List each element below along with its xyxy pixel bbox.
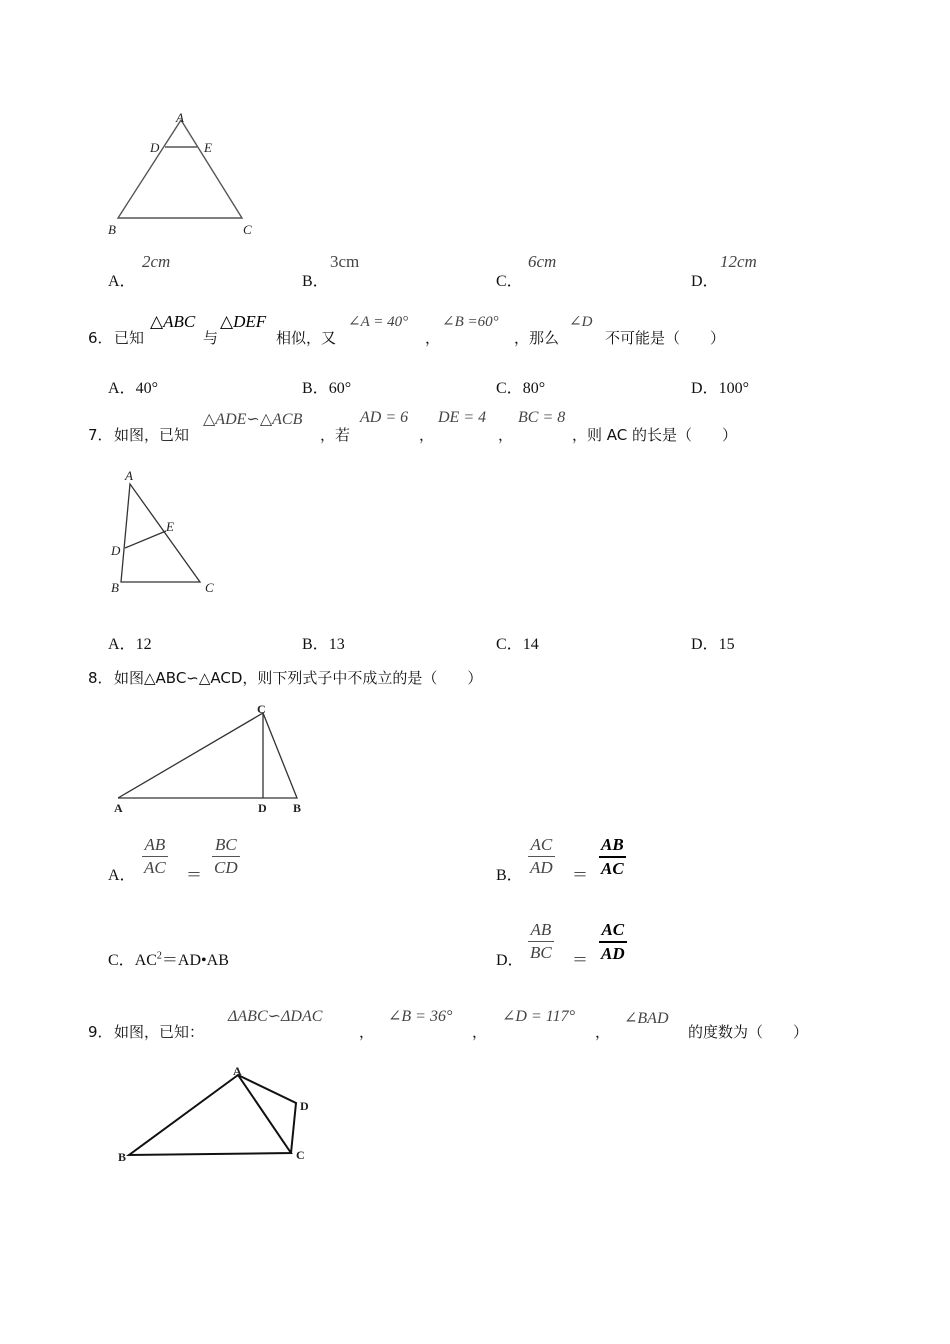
fig5-label-d: D xyxy=(150,140,160,155)
q5-option-a-value: 2cm xyxy=(142,252,171,271)
q8-option-b-num-2: AB xyxy=(601,835,624,854)
q8-option-a-equals: ＝ xyxy=(186,867,203,884)
q7-number: 7． xyxy=(88,426,113,444)
q6-option-b-value: 60° xyxy=(328,380,352,397)
q8-option-d-num-2: AC xyxy=(601,920,625,939)
q8-option-a-num-2: BC xyxy=(214,835,237,854)
q6-math-angle-d: ∠D xyxy=(569,314,593,330)
q8-option-c-rest: ＝AD•AB xyxy=(161,952,229,969)
figure-q8-triangle xyxy=(105,698,325,818)
q5-option-a-letter: A． xyxy=(108,273,136,290)
q7-option-c-letter: C． xyxy=(496,636,523,653)
q8-option-b-den-1: AD xyxy=(530,858,553,877)
fig5-label-e: E xyxy=(204,140,212,155)
q9-sep-3: ， xyxy=(595,1023,611,1041)
q6-option-b xyxy=(302,375,351,398)
q8-option-d-num-1: AB xyxy=(530,920,552,939)
q9-math-angle-d: ∠D = 117° xyxy=(502,1008,575,1025)
q7-sep-2: ， xyxy=(498,426,514,444)
q8-option-a-fraction-1 xyxy=(142,834,168,879)
q9-sep-1: ， xyxy=(359,1023,375,1041)
q8-option-d-den-1: BC xyxy=(530,943,552,962)
q7-fig-label-d: D xyxy=(111,543,121,558)
q6-math-def: △DEF xyxy=(220,312,267,331)
q6-text-3: 相似，又 xyxy=(276,329,337,347)
q9-sep-2: ， xyxy=(472,1023,488,1041)
q7-fig-label-a: A xyxy=(125,468,133,483)
q8-option-b-fraction-1 xyxy=(528,834,555,879)
q6-option-d-letter: D． xyxy=(691,380,719,397)
q9-fig-label-b: B xyxy=(118,1150,127,1164)
q8-option-b-num-1: AC xyxy=(530,835,553,854)
q6-option-a-value: 40° xyxy=(135,380,158,397)
q7-math-de: DE = 4 xyxy=(438,409,487,426)
q8-option-c-base: AC xyxy=(134,952,157,969)
q7-math-ad: AD = 6 xyxy=(360,409,409,426)
q8-option-b-fraction-2 xyxy=(599,834,626,880)
q7-option-d-value: 15 xyxy=(718,636,735,653)
q5-option-b-value: 3cm xyxy=(330,252,360,271)
q5-option-d-value: 12cm xyxy=(720,252,757,271)
q6-option-a-letter: A． xyxy=(108,380,136,397)
q5-option-c-letter: C． xyxy=(496,273,523,290)
q8-option-c-sup: 2 xyxy=(156,950,162,962)
q7-option-d-letter: D． xyxy=(691,636,719,653)
q6-text-5: 不可能是（ ） xyxy=(605,329,726,347)
q8-option-a-den-2: CD xyxy=(214,858,238,877)
q8-number: 8． xyxy=(88,669,113,687)
q8-option-a-num-1: AB xyxy=(144,835,166,854)
q9-number: 9． xyxy=(88,1023,113,1041)
fig5-label-c: C xyxy=(243,222,252,237)
q9-fig-label-a: A xyxy=(233,1064,242,1078)
q7-fig-label-b: B xyxy=(111,580,119,595)
q7-option-c-value: 14 xyxy=(522,636,539,653)
q7-math-similar: △ADE∽△ACB xyxy=(203,411,303,428)
q8-text: 如图△ABC∽△ACD，则下列式子中不成立的是（ ） xyxy=(114,669,483,687)
q6-option-c-value: 80° xyxy=(522,380,546,397)
q5-option-c-value: 6cm xyxy=(528,252,557,271)
fig5-label-a: A xyxy=(176,110,184,125)
q8-fig-label-b: B xyxy=(293,801,302,815)
q8-option-b-equals: ＝ xyxy=(572,867,589,884)
q5-option-b-letter: B． xyxy=(302,273,329,290)
q6-math-angle-a: ∠A = 40° xyxy=(348,314,409,330)
q6-option-c xyxy=(496,375,545,398)
q6-option-a xyxy=(108,375,158,398)
q7-fig-label-c: C xyxy=(205,580,214,595)
q9-text-1: 如图，已知： xyxy=(114,1023,205,1041)
q6-text-2: 与 xyxy=(203,329,219,347)
q8-fig-label-a: A xyxy=(114,801,123,815)
q6-number: 6． xyxy=(88,329,113,347)
q8-option-b-den-2: AC xyxy=(601,858,624,878)
q6-math-angle-b: ∠B =60° xyxy=(442,314,499,330)
q7-option-b-letter: B． xyxy=(302,636,329,653)
q7-math-bc: BC = 8 xyxy=(518,409,566,426)
q7-option-b-value: 13 xyxy=(328,636,345,653)
q6-math-abc: △ABC xyxy=(150,312,196,331)
figure-q7-triangle xyxy=(100,466,230,598)
q8-option-a-den-1: AC xyxy=(144,858,166,877)
q8-fig-label-d: D xyxy=(258,801,267,815)
q7-option-a-value: 12 xyxy=(135,636,152,653)
q8-option-d-den-2: AD xyxy=(601,943,625,963)
q9-fig-label-d: D xyxy=(300,1099,309,1113)
q6-option-c-letter: C． xyxy=(496,380,523,397)
q6-text-4: ，那么 xyxy=(514,329,560,347)
q9-math-angle-bad: ∠BAD xyxy=(624,1010,669,1027)
q7-option-a xyxy=(108,631,152,654)
q7-text-2: ，若 xyxy=(320,426,351,444)
figure-q9-quadrilateral xyxy=(110,1060,330,1170)
q7-text-3: ，则 AC 的长是（ ） xyxy=(572,426,738,444)
q8-option-a-fraction-2 xyxy=(212,834,240,879)
figure-triangle-ade xyxy=(100,108,270,240)
q7-text-1: 如图，已知 xyxy=(114,426,190,444)
q7-option-c xyxy=(496,631,539,654)
q8-option-d-equals: ＝ xyxy=(572,952,589,969)
q6-text-1: 已知 xyxy=(114,329,145,347)
q6-option-d-value: 100° xyxy=(718,380,749,397)
q8-option-d-fraction-1 xyxy=(528,919,554,964)
q7-fig-label-e: E xyxy=(166,519,174,534)
q9-math-similar: ΔABC∽ΔDAC xyxy=(228,1008,323,1025)
q7-option-b xyxy=(302,631,345,654)
q9-fig-label-c: C xyxy=(296,1148,305,1162)
q8-option-d-fraction-2 xyxy=(599,919,627,965)
q7-option-a-letter: A． xyxy=(108,636,136,653)
q8-option-b-letter: B． xyxy=(496,867,523,884)
q7-sep-1: ， xyxy=(419,426,435,444)
q9-text-2: 的度数为（ ） xyxy=(688,1023,809,1041)
q9-math-angle-b: ∠B = 36° xyxy=(388,1008,453,1025)
q8-option-d-letter: D． xyxy=(496,952,524,969)
q8-option-c xyxy=(108,947,229,970)
q5-option-d-letter: D． xyxy=(691,273,719,290)
q8-option-a-letter: A． xyxy=(108,867,136,884)
q8-option-c-letter: C． xyxy=(108,952,135,969)
q6-sep-1: ， xyxy=(425,329,441,347)
fig5-label-b: B xyxy=(108,222,116,237)
q6-option-d xyxy=(691,375,749,398)
q6-option-b-letter: B． xyxy=(302,380,329,397)
q8-fig-label-c: C xyxy=(257,702,266,716)
q7-option-d xyxy=(691,631,735,654)
